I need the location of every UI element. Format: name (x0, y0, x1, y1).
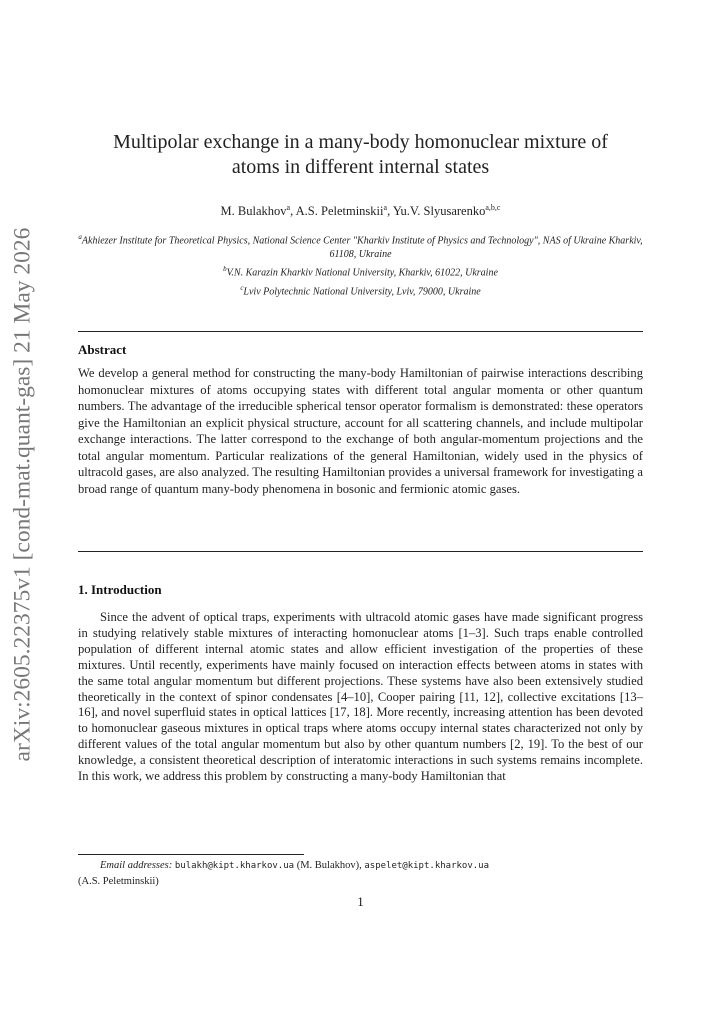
footnote-rule (78, 854, 304, 855)
email-owner: (A.S. Peletminskii) (78, 876, 159, 887)
author-affiliation-mark: a (383, 203, 388, 212)
author-name: Yu.V. Slyusarenko (392, 204, 486, 219)
title-line-2: atoms in different internal states (231, 156, 490, 178)
affiliation (78, 262, 643, 280)
title-line-1: Multipolar exchange in a many-body homonuclear mixture of (113, 131, 608, 153)
abstract-heading: Abstract (78, 342, 127, 357)
author-list (78, 203, 643, 219)
author (393, 204, 501, 218)
author-separator: , (290, 204, 296, 219)
abstract-bottom-rule (78, 551, 643, 552)
footnote (78, 858, 643, 889)
email-link[interactable]: aspelet@kipt.kharkov.ua (364, 861, 489, 871)
section-heading: 1. Introduction (78, 582, 162, 597)
footnote-label: Email addresses: (100, 860, 173, 871)
author-name: M. Bulakhov (220, 204, 287, 219)
email-link[interactable]: bulakh@kipt.kharkov.ua (174, 861, 295, 871)
email-owner: (M. Bulakhov), (296, 860, 362, 871)
affiliation-text: V.N. Karazin Kharkiv National University, Kharkiv, 61022, Ukraine (226, 267, 498, 279)
page-number: 1 (357, 895, 364, 909)
introduction-paragraph: Since the advent of optical traps, experiments with ultracold atomic gases have made significant progress in studying relatively stable mixtures of interacting homonuclear atoms [1–3]. Such traps enable controlled population of different internal atomic states and allow efficient investigation of the properties of these mixtures. Until recently, experiments have mainly focused on interaction effects between atoms in states with the same total angular momentum but different projections. These systems have also been extensively studied theoretically in the context of spinor condensates [4–10], Cooper pairing [11, 12], collective excitations [13–16], and novel superfluid states in optical lattices [17, 18]. More recently, increasing attention has been devoted to homonuclear gaseous mixtures in optical traps where atoms occupy internal states characterized not only by different values of the total angular momentum but also by other quantum numbers [2, 19]. To the best of our knowledge, a consistent theoretical description of interatomic interactions in such systems remains incomplete. In this work, we address this problem by constructing a many-body Hamiltonian that (78, 610, 643, 784)
author-name: A.S. Peletminskii (295, 204, 384, 219)
author (221, 204, 296, 218)
author-affiliation-mark: a (286, 203, 291, 212)
arxiv-identifier-text: arXiv:2605.22375v1 [cond-mat.quant-gas] 21 May 2026 (9, 227, 36, 761)
affiliation (78, 281, 643, 299)
affiliation (78, 230, 643, 262)
abstract-top-rule (78, 331, 643, 332)
affiliation-text: Lviv Polytechnic National University, Lviv, 79000, Ukraine (243, 285, 481, 297)
affiliation-list (78, 230, 643, 299)
paper-title (78, 130, 643, 180)
affiliation-mark: b (223, 265, 227, 274)
affiliation-text: Akhiezer Institute for Theoretical Physics, National Science Center "Kharkiv Institute of Physics and Technology", NAS of Ukraine Kharkiv, 61108, Ukraine (81, 235, 643, 261)
author (296, 204, 393, 218)
affiliation-mark: c (240, 283, 244, 292)
abstract-text: We develop a general method for constructing the many-body Hamiltonian of pairwise interactions describing homonuclear mixtures of atoms occupying states with different total angular momenta or other quantum numbers. The advantage of the irreducible spherical tensor operator formalism is demonstrated: these operators give the Hamiltonian an explicit physical structure, account for all scattering channels, and include multipolar exchange interactions. The latter correspond to the exchange of both angular-momentum projections and the total angular momentum. Particular realizations of the general Hamiltonian, widely used in the physics of ultracold gases, are also analyzed. The resulting Hamiltonian provides a universal framework for investigating a broad range of quantum many-body phenomena in bosonic and fermionic atomic gases. (78, 366, 643, 496)
arxiv-side-identifier (6, 228, 40, 760)
affiliation-mark: a (78, 233, 82, 241)
author-separator: , (387, 204, 393, 219)
author-affiliation-mark: a,b,c (485, 203, 501, 212)
